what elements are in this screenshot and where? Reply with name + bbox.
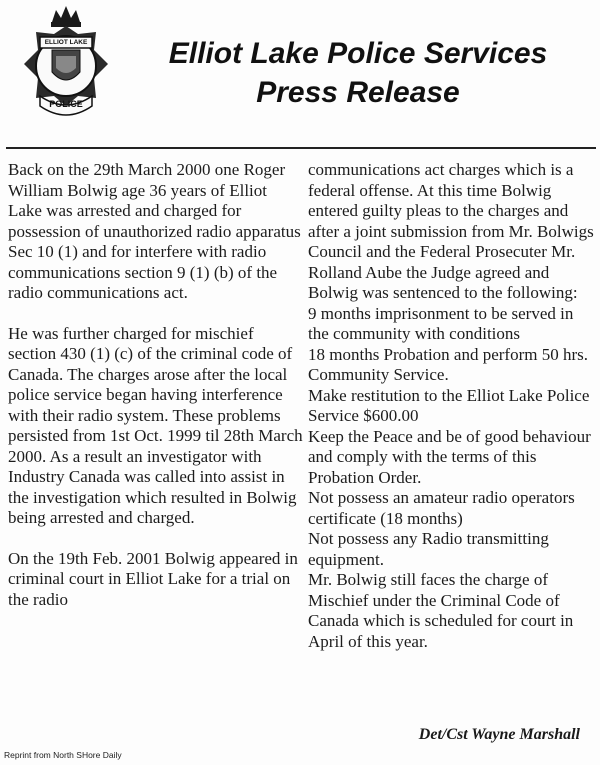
- right-column: [308, 160, 596, 652]
- reprint-credit: Reprint from North SHore Daily: [4, 750, 122, 760]
- sentence-item: Make restitution to the Elliot Lake Police Service $600.00: [308, 385, 590, 425]
- sentence-item: Not possess an amateur radio operators certificate (18 months): [308, 488, 575, 528]
- badge-bottom-text: POLICE: [49, 99, 83, 109]
- badge-icon: [18, 2, 114, 132]
- left-column: [8, 160, 304, 630]
- police-badge-logo: [18, 2, 114, 132]
- page-subtitle: Press Release: [256, 76, 460, 109]
- press-release-header: [118, 34, 598, 112]
- paragraph-plea: communications act charges which is a federal offense. At this time Bolwig entered guilty pleas to the charges and after a joint submission from Mr. Bolwigs Council and the Federal Prosecuter Mr. Rolland Aube the Judge agreed and Bolwig was sentenced to the following:: [308, 160, 594, 302]
- sentence-item: 9 months imprisonment to be served in the community with conditions: [308, 303, 574, 343]
- badge-top-text: ELLIOT LAKE: [44, 39, 88, 46]
- sentence-item: 18 months Probation and perform 50 hrs. Community Service.: [308, 344, 588, 384]
- paragraph-mischief: He was further charged for mischief section 430 (1) (c) of the criminal code of Canada. The charges arose after the local police service began having interference with their radio system. These problems persisted from 1st Oct. 1999 til 28th March 2000. As a result an investigator with Industry Canada was called into assist in the investigation which resulted in Bolwig being arrested and charged.: [8, 323, 303, 527]
- sentence-item: Keep the Peace and be of good behaviour and comply with the terms of this Probation Order.: [308, 426, 591, 487]
- paragraph-pending-charge: Mr. Bolwig still faces the charge of Mischief under the Criminal Code of Canada which is scheduled for court in April of this year.: [308, 570, 574, 651]
- page-title: Elliot Lake Police Services: [168, 37, 548, 70]
- author-signature: Det/Cst Wayne Marshall: [418, 726, 580, 743]
- sentence-item: Not possess any Radio transmitting equipment.: [308, 529, 549, 569]
- header-divider: [6, 147, 596, 149]
- paragraph-trial: On the 19th Feb. 2001 Bolwig appeared in criminal court in Elliot Lake for a trial on the radio: [8, 548, 298, 609]
- paragraph-arrest: Back on the 29th March 2000 one Roger William Bolwig age 36 years of Elliot Lake was arrested and charged for possession of unauthorized radio apparatus Sec 10 (1) and for interfere with radio communications section 9 (1) (b) of the radio communications act.: [8, 160, 301, 302]
